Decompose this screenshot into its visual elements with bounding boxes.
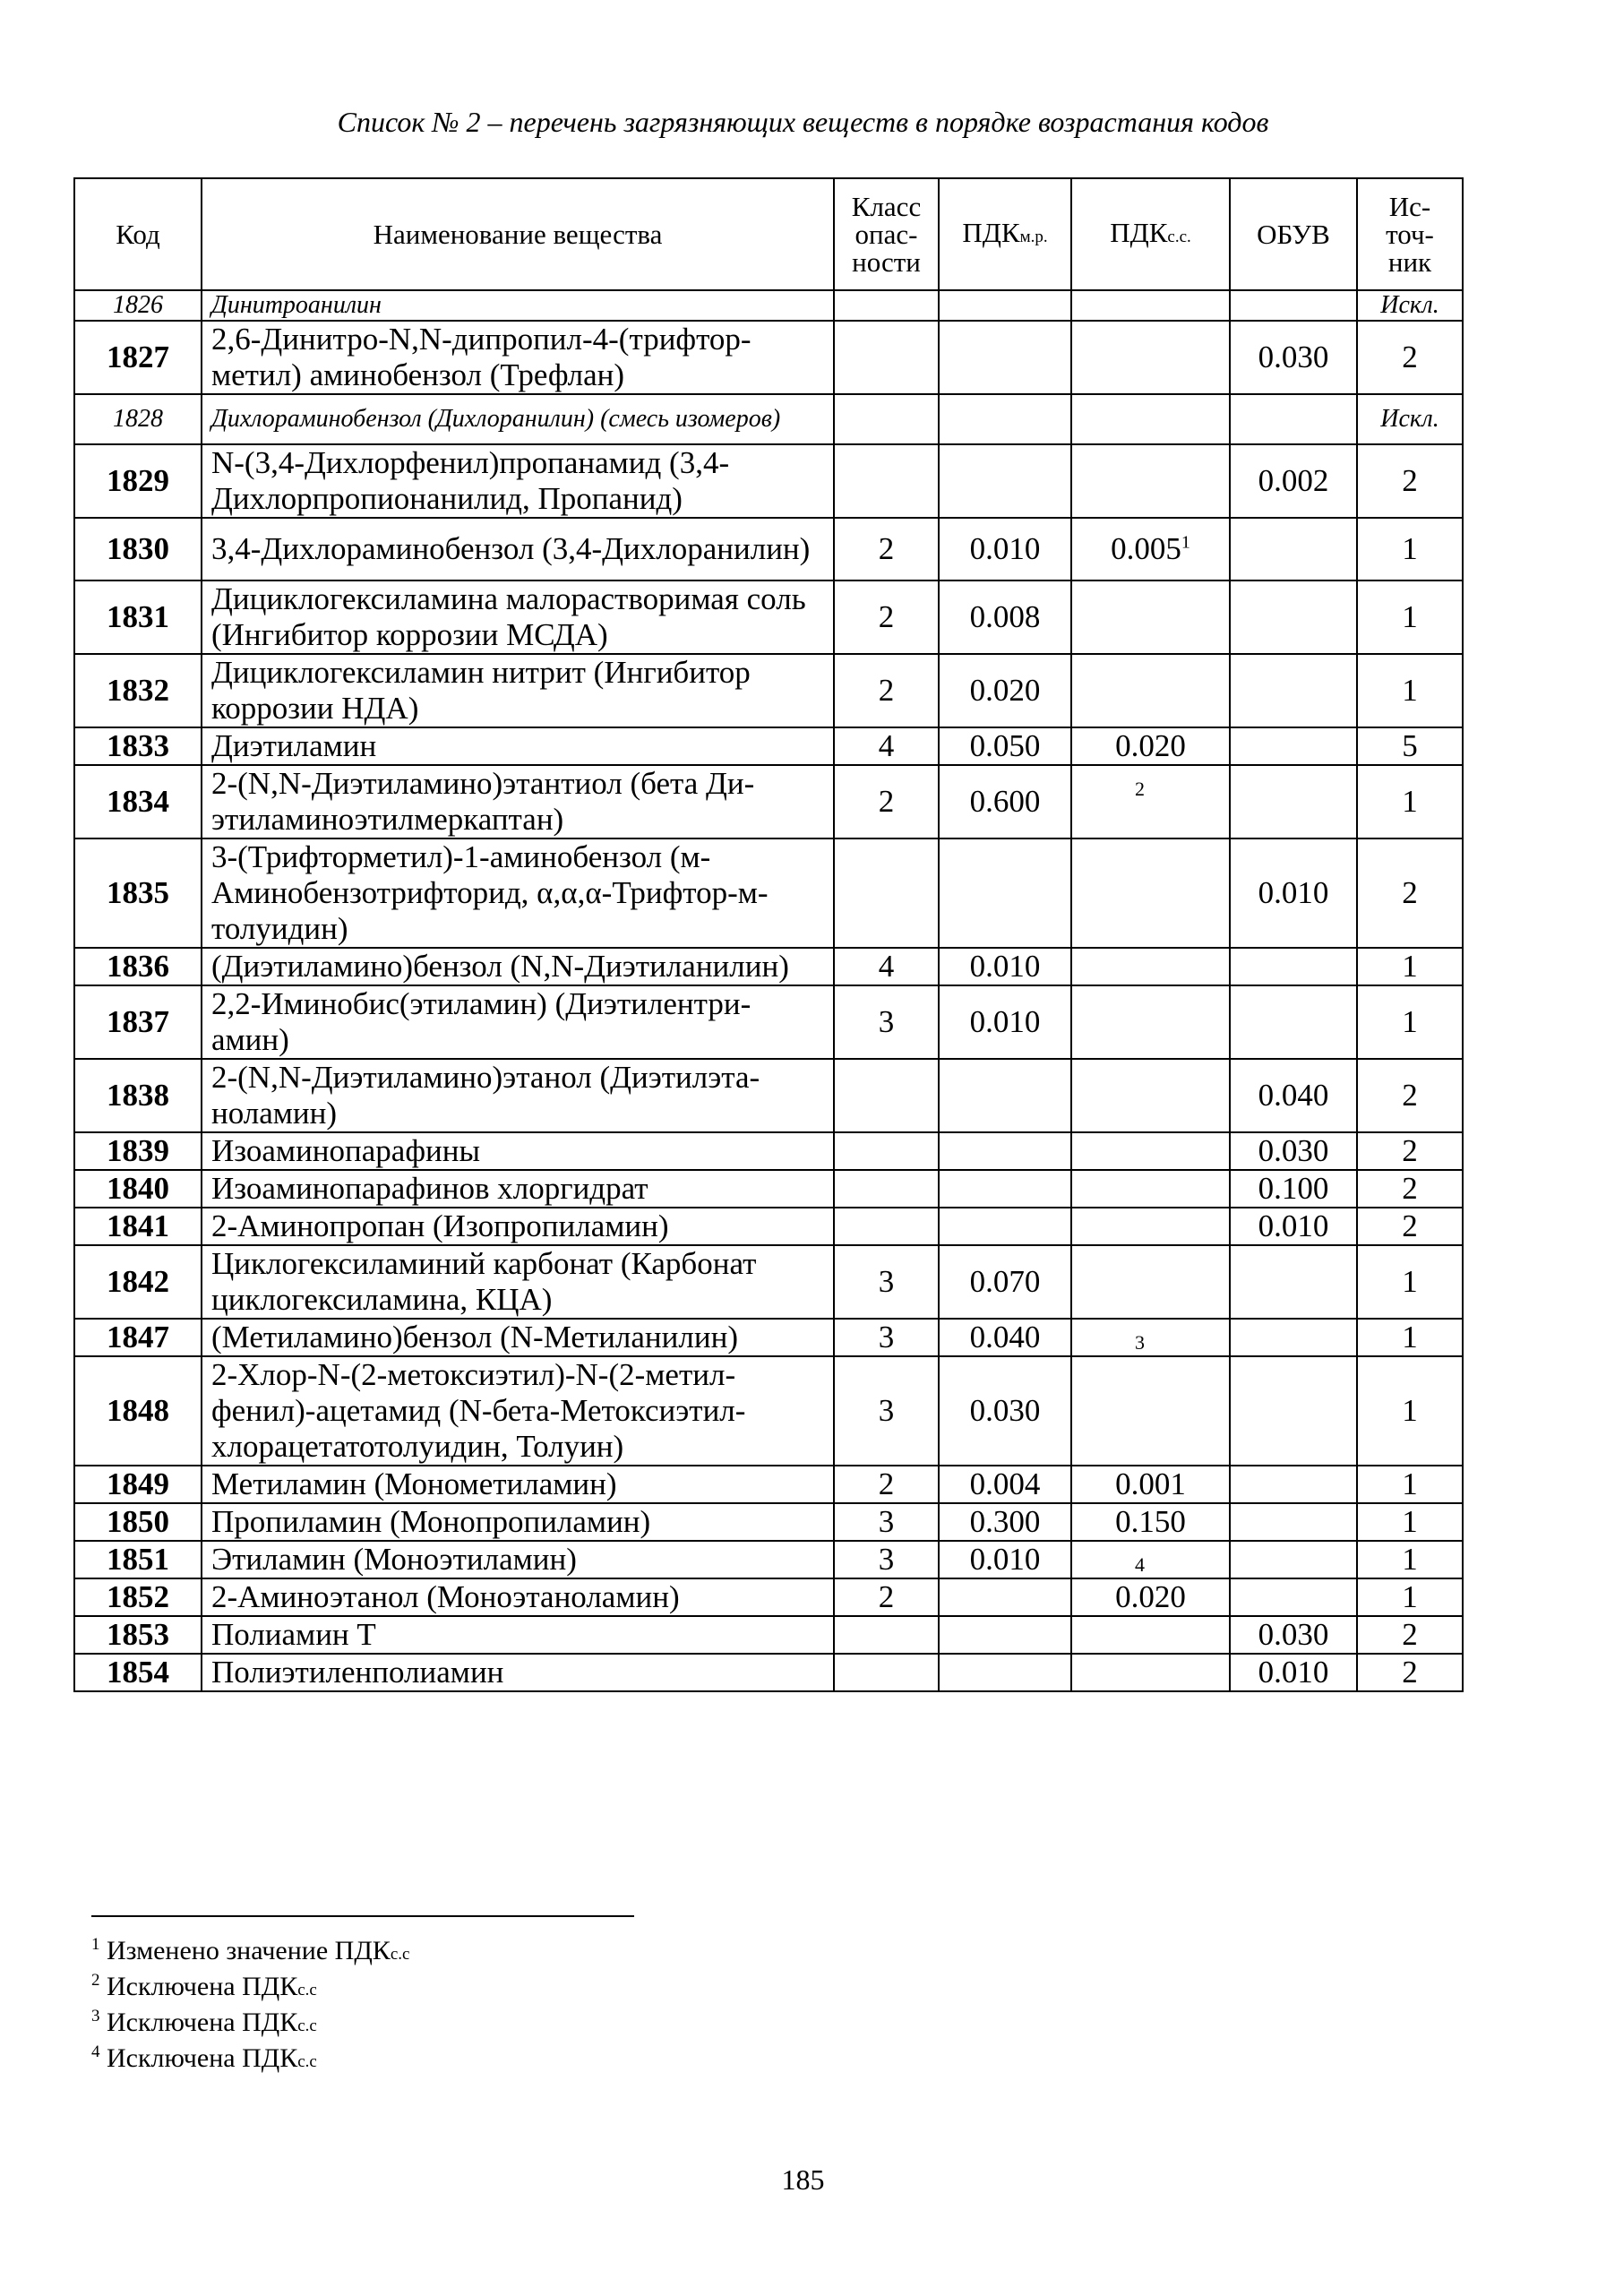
cell-source: 1 xyxy=(1357,1466,1463,1503)
cell-source: Искл. xyxy=(1357,394,1463,444)
cell-source: 1 xyxy=(1357,1578,1463,1616)
cell-name: Динитроанилин xyxy=(202,290,834,321)
cell-obuv xyxy=(1230,394,1357,444)
cell-source: 1 xyxy=(1357,765,1463,838)
header-source: Ис- точ- ник xyxy=(1357,178,1463,290)
cell-pdk-ss xyxy=(1071,518,1230,580)
table-row xyxy=(74,985,1463,1059)
cell-class xyxy=(834,290,939,321)
cell-pdk-ss xyxy=(1071,290,1230,321)
footnote-text: Исключена ПДК xyxy=(107,1972,298,2001)
table-row xyxy=(74,727,1463,765)
cell-pdk-ss xyxy=(1071,1170,1230,1208)
cell-source: 1 xyxy=(1357,654,1463,727)
cell-class xyxy=(834,1132,939,1170)
pdk-ss-value: 0.150 xyxy=(1115,1504,1186,1539)
cell-code: 1833 xyxy=(74,727,202,765)
footnote xyxy=(91,2007,409,2042)
cell-source: 1 xyxy=(1357,1541,1463,1578)
cell-source: 1 xyxy=(1357,580,1463,654)
cell-class xyxy=(834,321,939,394)
table-header-row xyxy=(74,178,1463,290)
table-row xyxy=(74,948,1463,985)
cell-name: 3-(Трифторметил)-1-аминобензол (м-Аминобензотрифторид, α,α,α-Трифтор-м-толуидин) xyxy=(202,838,834,948)
cell-obuv xyxy=(1230,518,1357,580)
footnote-rule xyxy=(91,1915,634,1917)
table-row xyxy=(74,1356,1463,1466)
cell-pdk-mr xyxy=(939,394,1071,444)
cell-class: 2 xyxy=(834,654,939,727)
cell-obuv xyxy=(1230,1245,1357,1319)
substances-table xyxy=(73,177,1464,1692)
table-row xyxy=(74,580,1463,654)
cell-code: 1834 xyxy=(74,765,202,838)
table-row xyxy=(74,1503,1463,1541)
cell-class: 3 xyxy=(834,1356,939,1466)
cell-code: 1830 xyxy=(74,518,202,580)
footnote-ref: 2 xyxy=(1135,778,1145,800)
cell-pdk-mr: 0.030 xyxy=(939,1356,1071,1466)
table-row xyxy=(74,1616,1463,1654)
footnote-ref: 1 xyxy=(1181,532,1190,553)
cell-code: 1852 xyxy=(74,1578,202,1616)
footnote-sub: с.с xyxy=(297,2052,317,2071)
cell-class xyxy=(834,1059,939,1132)
cell-source: 1 xyxy=(1357,985,1463,1059)
cell-pdk-ss xyxy=(1071,1466,1230,1503)
cell-name: (Метиламино)бензол (N-Метиланилин) xyxy=(202,1319,834,1356)
cell-obuv xyxy=(1230,1541,1357,1578)
footnotes xyxy=(91,1935,409,2078)
cell-pdk-mr xyxy=(939,838,1071,948)
footnote-text: Изменено значение ПДК xyxy=(107,1936,391,1965)
cell-class xyxy=(834,1170,939,1208)
cell-class xyxy=(834,1654,939,1691)
cell-class xyxy=(834,838,939,948)
cell-pdk-mr: 0.040 xyxy=(939,1319,1071,1356)
cell-pdk-mr xyxy=(939,444,1071,518)
cell-code: 1837 xyxy=(74,985,202,1059)
cell-pdk-mr: 0.010 xyxy=(939,518,1071,580)
cell-code: 1841 xyxy=(74,1208,202,1245)
cell-code: 1827 xyxy=(74,321,202,394)
cell-source: 2 xyxy=(1357,444,1463,518)
header-class: Класс опас- ности xyxy=(834,178,939,290)
cell-pdk-mr: 0.600 xyxy=(939,765,1071,838)
pdk-ss-value: 0.020 xyxy=(1115,1579,1186,1614)
footnote-text: Исключена ПДК xyxy=(107,2043,298,2073)
cell-pdk-mr: 0.070 xyxy=(939,1245,1071,1319)
cell-pdk-mr xyxy=(939,1059,1071,1132)
cell-name: Этиламин (Моноэтиламин) xyxy=(202,1541,834,1578)
cell-name: (Диэтиламино)бензол (N,N-Диэтиланилин) xyxy=(202,948,834,985)
cell-pdk-ss xyxy=(1071,580,1230,654)
cell-code: 1850 xyxy=(74,1503,202,1541)
cell-name: Изоаминопарафинов хлоргидрат xyxy=(202,1170,834,1208)
cell-pdk-ss xyxy=(1071,1319,1230,1356)
cell-pdk-mr xyxy=(939,1132,1071,1170)
cell-obuv xyxy=(1230,1356,1357,1466)
cell-obuv xyxy=(1230,948,1357,985)
cell-pdk-ss xyxy=(1071,1245,1230,1319)
cell-obuv: 0.040 xyxy=(1230,1059,1357,1132)
cell-obuv xyxy=(1230,290,1357,321)
footnote-ref: 3 xyxy=(1135,1331,1145,1354)
cell-class: 3 xyxy=(834,1245,939,1319)
cell-pdk-mr xyxy=(939,1616,1071,1654)
cell-class: 2 xyxy=(834,1578,939,1616)
cell-name: 2-Хлор-N-(2-метоксиэтил)-N-(2-метил-фенил)-ацетамид (N-бета-Метоксиэтил-хлорацетатотолуидин, Толуин) xyxy=(202,1356,834,1466)
cell-pdk-ss xyxy=(1071,394,1230,444)
cell-pdk-mr: 0.020 xyxy=(939,654,1071,727)
table-row xyxy=(74,321,1463,394)
cell-pdk-ss xyxy=(1071,727,1230,765)
cell-obuv xyxy=(1230,727,1357,765)
cell-name: Метиламин (Монометиламин) xyxy=(202,1466,834,1503)
footnote-sub: с.с xyxy=(390,1945,410,1964)
table-row xyxy=(74,765,1463,838)
cell-source: 1 xyxy=(1357,1319,1463,1356)
cell-obuv: 0.010 xyxy=(1230,1654,1357,1691)
cell-name: 3,4-Дихлораминобензол (3,4-Дихлоранилин) xyxy=(202,518,834,580)
header-obuv: ОБУВ xyxy=(1230,178,1357,290)
header-code: Код xyxy=(74,178,202,290)
cell-pdk-ss xyxy=(1071,765,1230,838)
table-row xyxy=(74,444,1463,518)
cell-pdk-ss xyxy=(1071,321,1230,394)
footnote-ref: 4 xyxy=(1135,1553,1145,1576)
cell-code: 1851 xyxy=(74,1541,202,1578)
header-pdk-ss: ПДКс.с. xyxy=(1071,178,1230,290)
cell-class: 3 xyxy=(834,1541,939,1578)
cell-obuv xyxy=(1230,985,1357,1059)
cell-code: 1838 xyxy=(74,1059,202,1132)
cell-name: Циклогексиламиний карбонат (Карбонат циклогексиламина, КЦА) xyxy=(202,1245,834,1319)
footnote-mark: 2 xyxy=(91,1971,100,1990)
cell-source: 2 xyxy=(1357,1170,1463,1208)
table-row xyxy=(74,1541,1463,1578)
pdk-ss-value: 0.005 xyxy=(1111,531,1181,566)
cell-pdk-mr xyxy=(939,321,1071,394)
cell-source: 2 xyxy=(1357,321,1463,394)
cell-code: 1854 xyxy=(74,1654,202,1691)
cell-pdk-mr xyxy=(939,290,1071,321)
cell-name: Полиэтиленполиамин xyxy=(202,1654,834,1691)
cell-class xyxy=(834,1208,939,1245)
footnote xyxy=(91,1935,409,1971)
cell-code: 1835 xyxy=(74,838,202,948)
cell-pdk-ss xyxy=(1071,1059,1230,1132)
table-row xyxy=(74,1170,1463,1208)
cell-obuv: 0.002 xyxy=(1230,444,1357,518)
cell-name: 2-(N,N-Диэтиламино)этантиол (бета Ди-этиламиноэтилмеркаптан) xyxy=(202,765,834,838)
cell-source: 1 xyxy=(1357,1356,1463,1466)
cell-pdk-ss xyxy=(1071,1356,1230,1466)
table-row xyxy=(74,1132,1463,1170)
cell-source: Искл. xyxy=(1357,290,1463,321)
pdk-ss-value: 0.001 xyxy=(1115,1466,1186,1501)
cell-obuv xyxy=(1230,1503,1357,1541)
cell-pdk-mr: 0.010 xyxy=(939,1541,1071,1578)
cell-obuv xyxy=(1230,580,1357,654)
cell-pdk-mr: 0.050 xyxy=(939,727,1071,765)
cell-pdk-ss xyxy=(1071,654,1230,727)
footnote-mark: 1 xyxy=(91,1935,100,1954)
cell-class xyxy=(834,1616,939,1654)
cell-obuv xyxy=(1230,765,1357,838)
cell-class: 3 xyxy=(834,1319,939,1356)
cell-code: 1828 xyxy=(74,394,202,444)
cell-obuv: 0.030 xyxy=(1230,1616,1357,1654)
cell-pdk-mr xyxy=(939,1170,1071,1208)
footnote-mark: 3 xyxy=(91,2007,100,2025)
cell-obuv: 0.030 xyxy=(1230,1132,1357,1170)
cell-name: 2-Аминоэтанол (Моноэтаноламин) xyxy=(202,1578,834,1616)
cell-name: N-(3,4-Дихлорфенил)пропанамид (3,4-Дихлорпропионанилид, Пропанид) xyxy=(202,444,834,518)
footnote-text: Исключена ПДК xyxy=(107,2008,298,2037)
cell-name: 2-Аминопропан (Изопропиламин) xyxy=(202,1208,834,1245)
cell-pdk-mr: 0.010 xyxy=(939,948,1071,985)
cell-class xyxy=(834,444,939,518)
cell-pdk-ss xyxy=(1071,985,1230,1059)
header-pdk-mr: ПДКм.р. xyxy=(939,178,1071,290)
cell-name: 2-(N,N-Диэтиламино)этанол (Диэтилэта-ноламин) xyxy=(202,1059,834,1132)
cell-pdk-ss xyxy=(1071,1132,1230,1170)
cell-pdk-ss xyxy=(1071,1654,1230,1691)
cell-code: 1839 xyxy=(74,1132,202,1170)
cell-pdk-mr xyxy=(939,1578,1071,1616)
cell-obuv xyxy=(1230,1319,1357,1356)
cell-source: 1 xyxy=(1357,1503,1463,1541)
cell-pdk-mr: 0.008 xyxy=(939,580,1071,654)
cell-code: 1829 xyxy=(74,444,202,518)
table-row xyxy=(74,1578,1463,1616)
cell-obuv xyxy=(1230,1466,1357,1503)
cell-class xyxy=(834,394,939,444)
cell-code: 1840 xyxy=(74,1170,202,1208)
cell-obuv: 0.030 xyxy=(1230,321,1357,394)
footnote xyxy=(91,2042,409,2078)
cell-name: Диэтиламин xyxy=(202,727,834,765)
cell-class: 2 xyxy=(834,518,939,580)
page-number: 185 xyxy=(781,2163,825,2196)
cell-pdk-ss xyxy=(1071,444,1230,518)
table-row xyxy=(74,1654,1463,1691)
cell-name: 2,6-Динитро-N,N-дипропил-4-(трифтор-метил) аминобензол (Трефлан) xyxy=(202,321,834,394)
cell-source: 2 xyxy=(1357,1616,1463,1654)
cell-class: 4 xyxy=(834,727,939,765)
cell-obuv: 0.100 xyxy=(1230,1170,1357,1208)
table-row xyxy=(74,1208,1463,1245)
cell-source: 2 xyxy=(1357,1208,1463,1245)
cell-source: 1 xyxy=(1357,518,1463,580)
cell-code: 1847 xyxy=(74,1319,202,1356)
footnote-mark: 4 xyxy=(91,2042,100,2061)
cell-code: 1849 xyxy=(74,1466,202,1503)
cell-class: 3 xyxy=(834,985,939,1059)
cell-class: 2 xyxy=(834,580,939,654)
cell-pdk-mr: 0.010 xyxy=(939,985,1071,1059)
cell-code: 1826 xyxy=(74,290,202,321)
table-row xyxy=(74,654,1463,727)
cell-source: 2 xyxy=(1357,1654,1463,1691)
cell-source: 5 xyxy=(1357,727,1463,765)
cell-code: 1853 xyxy=(74,1616,202,1654)
cell-source: 1 xyxy=(1357,1245,1463,1319)
cell-pdk-ss xyxy=(1071,948,1230,985)
table-row xyxy=(74,1466,1463,1503)
cell-pdk-mr xyxy=(939,1208,1071,1245)
page-title: Список № 2 – перечень загрязняющих веществ в порядке возрастания кодов xyxy=(337,106,1269,138)
footnote-sub: с.с xyxy=(297,1981,317,1999)
cell-name: Дициклогексиламин нитрит (Ингибитор коррозии НДА) xyxy=(202,654,834,727)
cell-name: Полиамин Т xyxy=(202,1616,834,1654)
cell-pdk-mr: 0.004 xyxy=(939,1466,1071,1503)
table-row xyxy=(74,838,1463,948)
cell-code: 1842 xyxy=(74,1245,202,1319)
cell-pdk-mr: 0.300 xyxy=(939,1503,1071,1541)
cell-obuv xyxy=(1230,654,1357,727)
cell-name: Дициклогексиламина малорастворимая соль (Ингибитор коррозии МСДА) xyxy=(202,580,834,654)
table-row xyxy=(74,290,1463,321)
table-row xyxy=(74,518,1463,580)
cell-source: 2 xyxy=(1357,1132,1463,1170)
cell-code: 1848 xyxy=(74,1356,202,1466)
table-row xyxy=(74,1245,1463,1319)
cell-name: Изоаминопарафины xyxy=(202,1132,834,1170)
cell-class: 2 xyxy=(834,1466,939,1503)
cell-name: Дихлораминобензол (Дихлоранилин) (смесь изомеров) xyxy=(202,394,834,444)
header-name: Наименование вещества xyxy=(202,178,834,290)
cell-pdk-ss xyxy=(1071,1616,1230,1654)
cell-obuv: 0.010 xyxy=(1230,838,1357,948)
cell-pdk-ss xyxy=(1071,838,1230,948)
pdk-ss-value: 0.020 xyxy=(1115,728,1186,763)
cell-code: 1831 xyxy=(74,580,202,654)
cell-obuv xyxy=(1230,1578,1357,1616)
cell-obuv: 0.010 xyxy=(1230,1208,1357,1245)
cell-pdk-ss xyxy=(1071,1578,1230,1616)
table-row xyxy=(74,1319,1463,1356)
footnote-sub: с.с xyxy=(297,2017,317,2035)
cell-pdk-ss xyxy=(1071,1503,1230,1541)
cell-class: 3 xyxy=(834,1503,939,1541)
table-row xyxy=(74,1059,1463,1132)
cell-source: 2 xyxy=(1357,838,1463,948)
cell-code: 1836 xyxy=(74,948,202,985)
cell-name: Пропиламин (Монопропиламин) xyxy=(202,1503,834,1541)
cell-pdk-ss xyxy=(1071,1208,1230,1245)
table-row xyxy=(74,394,1463,444)
cell-class: 2 xyxy=(834,765,939,838)
cell-source: 1 xyxy=(1357,948,1463,985)
footnote xyxy=(91,1971,409,2007)
cell-code: 1832 xyxy=(74,654,202,727)
cell-name: 2,2-Иминобис(этиламин) (Диэтилентри-амин) xyxy=(202,985,834,1059)
cell-pdk-ss xyxy=(1071,1541,1230,1578)
cell-pdk-mr xyxy=(939,1654,1071,1691)
cell-class: 4 xyxy=(834,948,939,985)
cell-source: 2 xyxy=(1357,1059,1463,1132)
